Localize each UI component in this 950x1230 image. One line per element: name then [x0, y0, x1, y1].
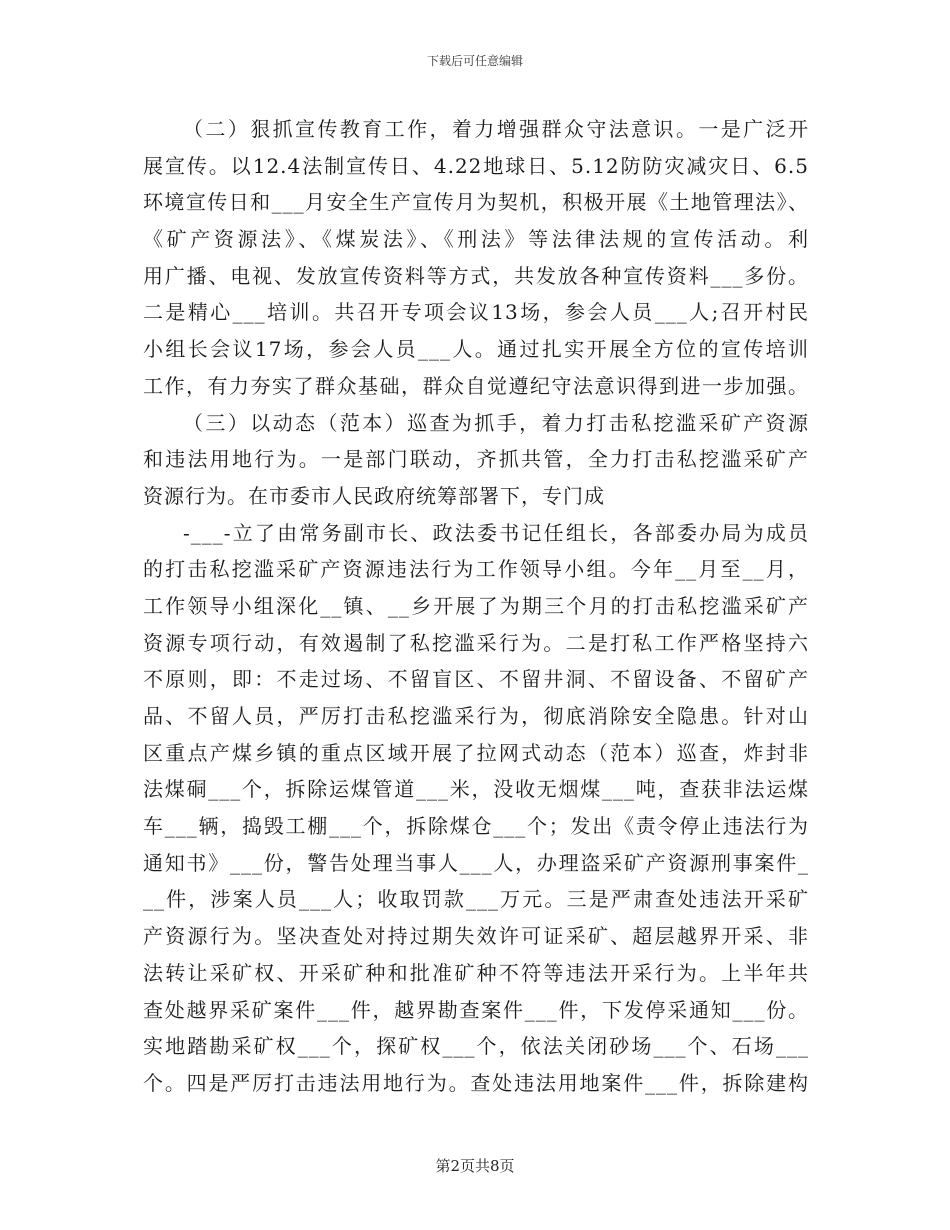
text-line: 实地踏勘采矿权___个，探矿权___个，依法关闭砂场___个、石场___	[143, 1034, 809, 1059]
text-line: 用广播、电视、发放宣传资料等方式，共发放各种宣传资料___多份。	[143, 263, 809, 288]
text-line: 二是精心___培训。共召开专项会议13场，参会人员___人;召开村民	[143, 300, 809, 325]
text-line: 法煤硐___个，拆除运煤管道___米，没收无烟煤___吨，查获非法运煤	[143, 777, 809, 802]
page-header: 下载后可任意编辑	[426, 54, 523, 68]
text-line: 展宣传。以12.4法制宣传日、4.22地球日、5.12防防灾减灾日、6.5	[143, 153, 809, 178]
text-line: 产资源行为。坚决查处对持过期失效许可证采矿、超层越界开采、非	[143, 924, 809, 949]
text-line: 工作领导小组深化__镇、__乡开展了为期三个月的打击私挖滥采矿产	[143, 593, 809, 618]
text-line: 个。四是严厉打击违法用地行为。查处违法用地案件___件，拆除建构	[143, 1070, 809, 1095]
text-line: 工作，有力夯实了群众基础，群众自觉遵纪守法意识得到进一步加强。	[143, 373, 809, 398]
text-line: 通知书》___份，警告处理当事人___人，办理盗采矿产资源刑事案件_	[143, 850, 809, 875]
text-line: -___-立了由常务副市长、政法委书记任组长，各部委办局为成员	[183, 520, 809, 545]
text-line: __件，涉案人员___人；收取罚款___万元。三是严肃查处违法开采矿	[143, 887, 809, 912]
text-line: 资源专项行动，有效遏制了私挖滥采行为。二是打私工作严格坚持六	[143, 630, 809, 655]
text-line: 法转让采矿权、开采矿种和批准矿种不符等违法开采行为。上半年共	[143, 960, 809, 985]
text-line: 车___辆，捣毁工棚___个，拆除煤仓___个；发出《责令停止违法行为	[143, 814, 809, 839]
text-line: 资源行为。在市委市人民政府统筹部署下，专门成	[143, 483, 605, 508]
text-line: 不原则，即：不走过场、不留盲区、不留井洞、不留设备、不留矿产	[143, 667, 809, 692]
text-line: 品、不留人员，严厉打击私挖滥采行为，彻底消除安全隐患。针对山	[143, 704, 809, 728]
document-body	[143, 111, 809, 1102]
text-line: 环境宣传日和___月安全生产宣传月为契机，积极开展《土地管理法》、	[143, 190, 809, 215]
page-number-footer: 第2页共8页	[435, 1157, 515, 1175]
text-line: 查处越界采矿案件___件，越界勘查案件___件，下发停采通知___份。	[143, 997, 809, 1022]
text-line: 区重点产煤乡镇的重点区域开展了拉网式动态（范本）巡查，炸封非	[143, 740, 809, 765]
text-line: 小组长会议17场，参会人员___人。通过扎实开展全方位的宣传培训	[143, 337, 809, 362]
text-line: 和违法用地行为。一是部门联动，齐抓共管，全力打击私挖滥采矿产	[143, 447, 809, 472]
text-line: 的打击私挖滥采矿产资源违法行为工作领导小组。今年__月至__月，	[143, 557, 809, 582]
text-line: （三）以动态（范本）巡查为抓手，着力打击私挖滥采矿产资源	[183, 410, 809, 435]
text-line: 《矿产资源法》、《煤炭法》、《刑法》等法律法规的宣传活动。利	[143, 227, 809, 252]
text-line: （二）狠抓宣传教育工作，着力增强群众守法意识。一是广泛开	[183, 117, 809, 141]
